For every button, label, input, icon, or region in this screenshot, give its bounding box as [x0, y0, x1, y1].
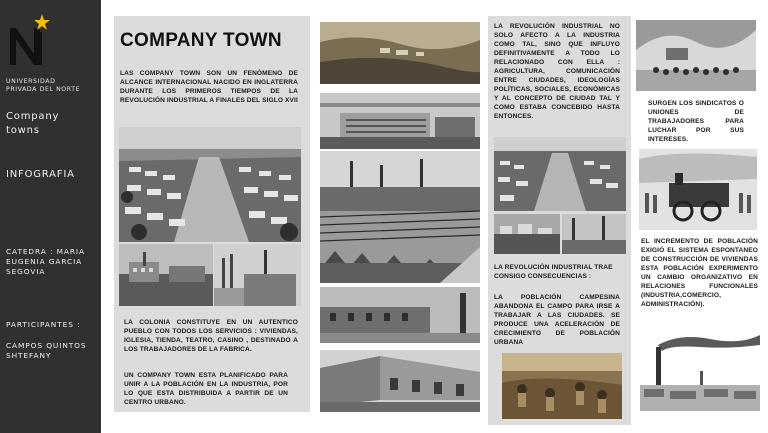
sidebar [0, 0, 101, 433]
photo-peasants-painting [502, 353, 622, 419]
photo-aerial-town-2 [494, 137, 626, 211]
intro-text: LAS COMPANY TOWN SON UN FENÓMENO DE ALCANCE INTERNACIONAL NACIDO EN INGLATERRA DURANTE LOS PRIMEROS TIEMPOS DE LA REVOLUCIÓN INDUSTRIAL A FINALES DEL SIGLO XVII [120, 70, 298, 104]
university-line-2: PRIVADA DEL NORTE [6, 86, 81, 93]
nav-company-line-1: Company [6, 111, 60, 122]
university-logo [6, 10, 50, 70]
photo-workers-group [636, 20, 756, 91]
participantes-label: PARTICIPANTES : [6, 320, 81, 329]
consecuencias-heading: LA REVOLUCIÓN INDUSTRIAL TRAE CONSIGO CONSECUENCIAS : [494, 264, 613, 280]
participante-name: CAMPOS QUINTOS SHTEFANY [6, 341, 87, 360]
photo-factory-small [562, 214, 626, 254]
photo-industrial-complex [320, 93, 480, 149]
photo-mill-chimneys [214, 244, 301, 306]
photo-smokestacks [640, 331, 760, 411]
page-title: COMPANY TOWN [120, 30, 282, 51]
incremento-text: EL INCREMENTO DE POBLACIÓN EXIGIÓ EL SISTEMA ESPONTANEO DE CONSTRUCCIÓN DE VIVIENDAS ESTA POBLACIÓN EXPERIMENTO UN CAMBIO ORGANIZATIVO EN RELACIONES FUNCIONALES (INDUSTRIA,COMERCIO, ADMINISTRACIÓN). [641, 238, 758, 308]
photo-landscape [320, 22, 480, 84]
nav-company-towns[interactable] [6, 110, 59, 138]
sindicatos-text: SURGEN LOS SINDICATOS O UNIONES DE TRABAJADORES PARA LUCHAR POR SUS INTERESES. [648, 100, 744, 143]
revolucion-text: LA REVOLUCIÓN INDUSTRIAL NO SOLO AFECTO A LA INDUSTRIA COMO TAL, SINO QUE INFLUYO DEFINITIVAMENTE A TODO LO RELACIONADO CON ELLA : AGRICULTURA, COMUNICACIÓN ENTRE CIUDADES, IDEOLOGÍAS POLÍTICAS, SOCIALES, ECONÓMICAS Y AL CONCEPTO DE CIUDAD TAL Y COMO ESTABA CONCEBIDO HASTA ENTONCES. [494, 23, 620, 120]
photo-locomotive [639, 149, 757, 230]
photo-aerial-town [119, 127, 301, 242]
photo-row-houses [320, 287, 480, 343]
photo-factory-buildings [119, 244, 213, 306]
planificado-text: UN COMPANY TOWN ESTA PLANIFICADO PARA UNIR A LA POBLACIÓN EN LA INDUSTRIA, POR LO QUE ESTA DISTRIBUIDA A PARTIR DE UN CENTRO URBANO. [124, 372, 288, 406]
photo-town-small [494, 214, 560, 254]
nav-infografia[interactable]: INFOGRAFIA [6, 169, 75, 180]
photo-rail-yard [320, 151, 480, 283]
catedra-label: CATEDRA : MARIA EUGENIA GARCIA SEGOVIA [6, 247, 85, 276]
university-name [6, 78, 100, 94]
photo-workers-cottages [320, 350, 480, 412]
colonia-text: LA COLONIA CONSTITUYE EN UN AUTENTICO PUEBLO CON TODOS LOS SERVICIOS : VIVIENDAS, IGLESIA, TIENDA, TEATRO, CASINO , DESTINADO A LOS TRABAJADORES DE LA FABRICA. [124, 319, 298, 353]
poblacion-campesina-text: LA POBLACIÓN CAMPESINA ABANDONA EL CAMPO PARA IRSE A TRABAJAR A LAS CIUDADES. SE PRODUCE UNA ACELERACIÓN DE CRECIMIENTO DE POBLACIÓN URBANA [494, 294, 620, 346]
nav-company-line-2: towns [6, 125, 40, 136]
university-line-1: UNIVERSIDAD [6, 78, 56, 85]
